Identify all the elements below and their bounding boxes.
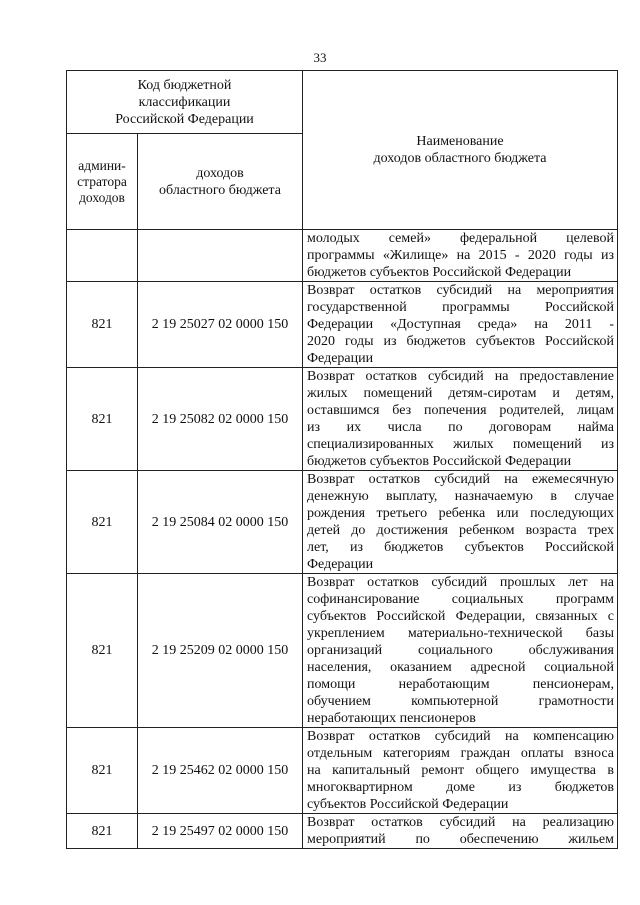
table-row [67, 574, 618, 728]
revenue-name-line: государственной программы Российской [307, 300, 614, 315]
administrator-code-cell: 821 [67, 282, 138, 368]
revenue-name-line: денежную выплату, назначаемую в случае [307, 489, 614, 504]
revenue-name-cell [303, 814, 618, 849]
revenue-name-line: населения, оказанием адресной социальной [307, 660, 614, 675]
revenue-name-cell [303, 230, 618, 282]
revenue-code-cell: 2 19 25082 02 0000 150 [138, 368, 303, 471]
revenue-name-line: Возврат остатков субсидий на компенсацию [307, 729, 614, 744]
header-revenue-name [303, 71, 618, 230]
revenue-name-line: на капитальный ремонт общего имущества в [307, 763, 614, 778]
revenue-name-line: оставшимся без попечения родителей, лицам [307, 403, 614, 418]
revenue-name-line: 2020 годы из бюджетов субъектов Российской [307, 334, 614, 349]
revenue-code-cell [138, 230, 303, 282]
budget-classification-table [66, 70, 618, 849]
revenue-name-line: субъектов Российской Федерации, связанных с [307, 609, 614, 624]
revenue-name-line: специализированных жилых помещений из [307, 437, 614, 452]
revenue-name-cell [303, 471, 618, 574]
header-admin-line: доходов [79, 189, 125, 205]
revenue-name-line: неработающих пенсионеров [307, 711, 476, 726]
revenue-name-line: Федерации «Доступная среда» на 2011 - [307, 317, 614, 332]
header-budget-classification-code [67, 71, 303, 134]
revenue-name-line: Возврат остатков субсидий на предоставление [307, 369, 614, 384]
header-administrator [67, 134, 138, 230]
header-group-line: Код бюджетной [137, 78, 232, 93]
header-admin-line: стратора [77, 173, 127, 189]
revenue-name-line: Федерации [307, 557, 374, 572]
revenue-name-line: Возврат остатков субсидий на мероприятия [307, 283, 614, 298]
header-group-line: классификации [138, 95, 231, 110]
revenue-name-line: бюджетов субъектов Российской Федерации [307, 265, 572, 280]
revenue-code-cell: 2 19 25027 02 0000 150 [138, 282, 303, 368]
revenue-name-line: субъектов Российской Федерации [307, 797, 509, 812]
table-row [67, 728, 618, 814]
revenue-code-cell: 2 19 25462 02 0000 150 [138, 728, 303, 814]
revenue-name-line: жилых помещений детям-сиротам и детям, [307, 386, 614, 401]
administrator-code-cell: 821 [67, 471, 138, 574]
revenue-name-line: молодых семей» федеральной целевой [307, 231, 614, 246]
table-row [67, 814, 618, 849]
revenue-name-line: бюджетов субъектов Российской Федерации [307, 454, 572, 469]
administrator-code-cell: 821 [67, 368, 138, 471]
administrator-code-cell: 821 [67, 728, 138, 814]
revenue-name-line: рождения третьего ребенка или последующих [307, 506, 614, 521]
revenue-name-line: помощи неработающим пенсионерам, [307, 677, 614, 692]
table-row [67, 471, 618, 574]
revenue-name-line: из их числа по договорам найма [307, 420, 614, 435]
revenue-name-cell [303, 574, 618, 728]
revenue-name-line: Возврат остатков субсидий на реализацию [307, 815, 614, 830]
revenue-name-cell [303, 728, 618, 814]
table-row [67, 230, 618, 282]
header-code-line: областного бюджета [159, 182, 281, 198]
administrator-code-cell: 821 [67, 814, 138, 849]
revenue-name-line: лет, из бюджетов субъектов Российской [307, 540, 614, 555]
revenue-name-line: детей до достижения ребенком возраста трех [307, 523, 614, 538]
revenue-code-cell: 2 19 25084 02 0000 150 [138, 471, 303, 574]
header-code-line: доходов [196, 165, 244, 181]
header-name-line: доходов областного бюджета [373, 151, 547, 166]
revenue-name-line: мероприятий по обеспечению жильем [307, 832, 614, 847]
table-row [67, 368, 618, 471]
header-name-line: Наименование [416, 134, 504, 149]
revenue-code-cell: 2 19 25497 02 0000 150 [138, 814, 303, 849]
table-row [67, 282, 618, 368]
revenue-name-cell [303, 282, 618, 368]
page-number: 33 [313, 50, 327, 65]
revenue-name-line: организаций социального обслуживания [307, 643, 614, 658]
revenue-name-line: обучением компьютерной грамотности [307, 694, 614, 709]
revenue-name-line: отдельным категориям граждан оплаты взноса [307, 746, 614, 761]
header-revenue-code [138, 134, 303, 230]
revenue-name-line: многоквартирном доме из бюджетов [307, 780, 614, 795]
revenue-name-line: укреплением материально-технической базы [307, 626, 614, 641]
header-row-top [67, 71, 618, 134]
revenue-code-cell: 2 19 25209 02 0000 150 [138, 574, 303, 728]
revenue-name-line: Возврат остатков субсидий прошлых лет на [307, 575, 614, 590]
header-admin-line: админи- [78, 157, 126, 173]
header-group-line: Российской Федерации [115, 112, 254, 127]
revenue-name-cell [303, 368, 618, 471]
revenue-name-line: программы «Жилище» на 2015 - 2020 годы из [307, 248, 614, 263]
revenue-name-line: Возврат остатков субсидий на ежемесячную [307, 472, 614, 487]
administrator-code-cell [67, 230, 138, 282]
revenue-name-line: Федерации [307, 351, 374, 366]
administrator-code-cell: 821 [67, 574, 138, 728]
revenue-name-line: софинансирование социальных программ [307, 592, 614, 607]
